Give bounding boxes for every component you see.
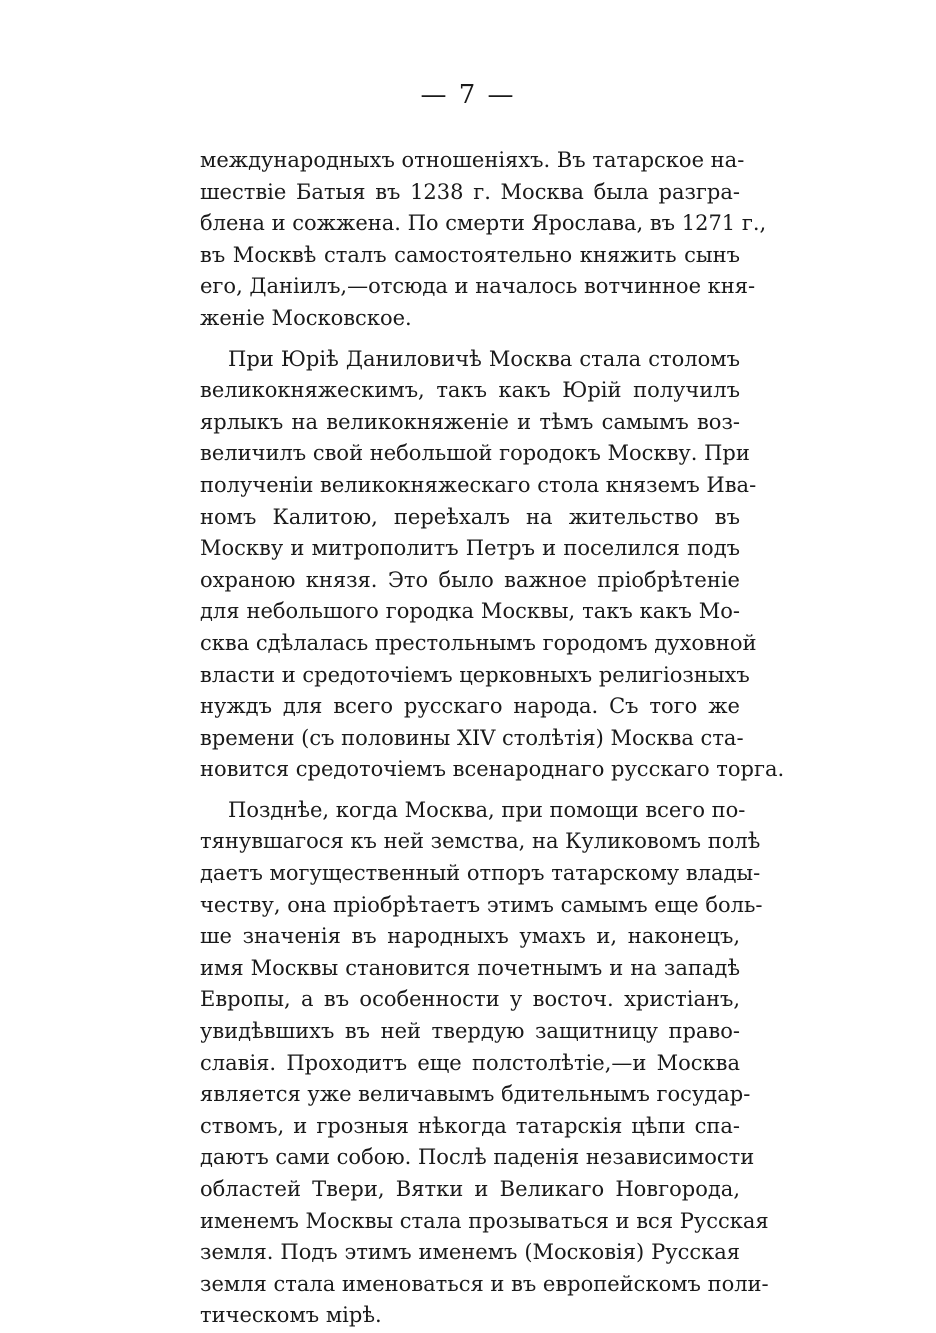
page-number: — 7 —: [420, 80, 516, 110]
text-line: ше значенія въ народныхъ умахъ и, наконецъ,: [200, 924, 740, 949]
text-line: великокняжескимъ, такъ какъ Юрій получилъ: [200, 378, 740, 403]
text-line: нуждъ для всего русскаго народа. Съ того же: [200, 694, 740, 719]
text-line: тическомъ мірѣ.: [200, 1303, 382, 1328]
text-line: даютъ сами собою. Послѣ паденія независимости: [200, 1145, 755, 1170]
body-text: [200, 145, 785, 1332]
text-line: областей Твери, Вятки и Великаго Новгорода,: [200, 1177, 740, 1201]
paragraph: [200, 344, 785, 786]
paragraph: [200, 145, 767, 335]
paragraph: [200, 795, 769, 1332]
text-line: блена и сожжена. По смерти Ярослава, въ 1271 г.,: [200, 211, 767, 236]
text-line: охраною князя. Это было важное пріобрѣтеніе: [200, 567, 740, 592]
text-line: величилъ свой небольшой городокъ Москву. При: [200, 441, 750, 466]
text-line: Москву и митрополитъ Петръ и поселился подъ: [200, 536, 740, 561]
text-line: увидѣвшихъ въ ней твердую защитницу право-: [200, 1019, 740, 1044]
text-line: является уже величавымъ бдительнымъ государ-: [200, 1082, 751, 1107]
text-line: имя Москвы становится почетнымъ и на западѣ: [200, 955, 740, 980]
text-line: ярлыкъ на великокняженіе и тѣмъ самымъ воз-: [200, 409, 740, 434]
text-line: для небольшого городка Москвы, такъ какъ Мо-: [200, 599, 740, 624]
text-line: его, Даніилъ,—отсюда и началось вотчинное кня-: [200, 274, 756, 299]
text-line: Позднѣе, когда Москва, при помощи всего по-: [228, 797, 746, 822]
text-line: При Юріѣ Даниловичѣ Москва стала столомъ: [228, 346, 740, 371]
text-line: въ Москвѣ сталъ самостоятельно княжить сынъ: [200, 242, 740, 267]
text-line: именемъ Москвы стала прозываться и вся Русская: [200, 1208, 769, 1233]
text-line: шествіе Батыя въ 1238 г. Москва была разгра-: [200, 179, 740, 204]
text-line: полученіи великокняжескаго стола княземъ Ива-: [200, 472, 757, 497]
text-line: славія. Проходитъ еще полстолѣтіе,—и Москва: [200, 1050, 740, 1075]
text-line: Европы, а въ особенности у восточ. христіанъ,: [200, 987, 740, 1012]
text-line: номъ Калитою, переѣхалъ на жительство въ: [200, 504, 740, 529]
text-line: власти и средоточіемъ церковныхъ религіозныхъ: [200, 662, 750, 687]
text-line: сква сдѣлалась престольнымъ городомъ духовной: [200, 630, 757, 655]
text-line: земля. Подъ этимъ именемъ (Московія) Русская: [200, 1240, 740, 1265]
text-line: земля стала именоваться и въ европейскомъ поли-: [200, 1271, 769, 1296]
text-line: новится средоточіемъ всенароднаго русскаго торга.: [200, 757, 785, 782]
text-line: международныхъ отношеніяхъ. Въ татарское на-: [200, 148, 745, 172]
text-line: честву, она пріобрѣтаетъ этимъ самымъ еще боль-: [200, 892, 763, 917]
text-line: тянувшагося къ ней земства, на Куликовомъ полѣ: [200, 829, 761, 854]
text-line: ствомъ, и грозныя нѣкогда татарскія цѣпи спа-: [200, 1113, 740, 1138]
text-line: даетъ могущественный отпоръ татарскому влады-: [200, 861, 761, 886]
text-line: времени (съ половины XIV столѣтія) Москва ста-: [200, 725, 744, 750]
text-line: женіе Московское.: [200, 305, 412, 330]
